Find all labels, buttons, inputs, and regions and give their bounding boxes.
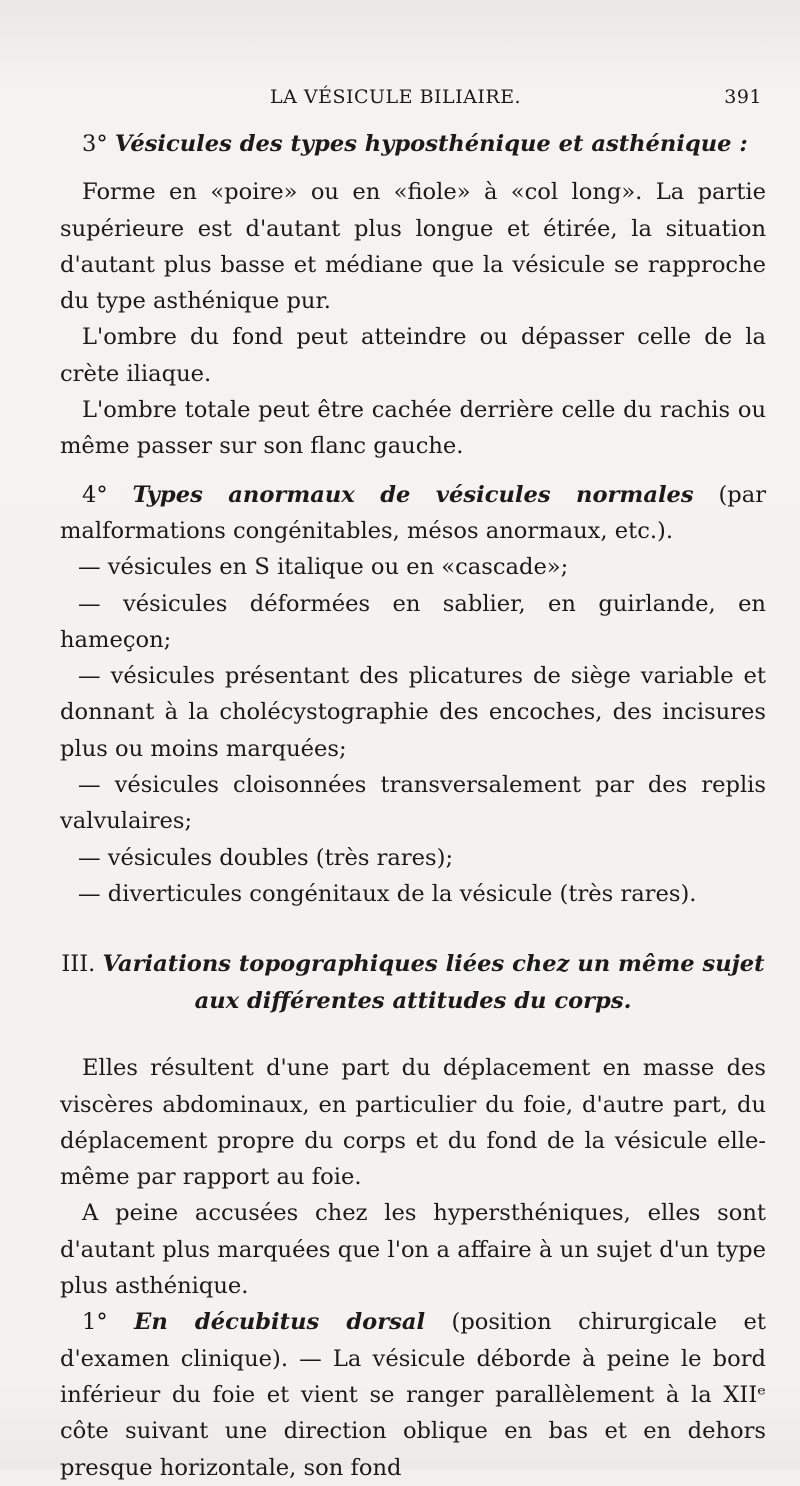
subsection-1-text: (position chirurgicale et d'examen clinique). — La vésicule déborde à peine le bord inférieur du foie et vient se ranger parallèlement à la XIIᵉ côte suivant une direction oblique en bas et en dehors presque horizontale, son fond [60, 1309, 767, 1481]
paragraph: L'ombre du fond peut atteindre ou dépasser celle de la crète iliaque. [60, 324, 766, 387]
section-4-heading [60, 477, 766, 550]
section-iii-title-line1: Variations topographiques liées chez un même sujet [102, 951, 765, 978]
section-3-number: 3° [82, 131, 108, 157]
section-4-title: Types anormaux de vésicules normales [132, 481, 694, 508]
list-item: — vésicules en S italique ou en «cascade»; [78, 554, 569, 581]
subsection-1-number: 1° [82, 1309, 108, 1336]
section-4-title-tail: (par malformations congénitables, mésos anormaux, etc.). [60, 481, 767, 544]
section-iii-number: III. [61, 951, 96, 978]
subsection-1-title: En décubitus dorsal [134, 1309, 426, 1336]
list-item: — vésicules déformées en sablier, en guirlande, en hameçon; [60, 590, 766, 653]
section-3-title: Vésicules des types hyposthénique et asthénique : [114, 131, 748, 157]
page-number: 391 [724, 86, 762, 108]
list-item: — vésicules cloisonnées transversalement par des replis valvulaires; [60, 772, 766, 835]
list-item: — vésicules doubles (très rares); [78, 844, 454, 871]
section-3-heading [60, 126, 766, 162]
list-item: — diverticules congénitaux de la vésicule (très rares). [78, 880, 697, 907]
paragraph: Forme en «poire» ou en «fiole» à «col long». La partie supérieure est d'autant plus longue et étirée, la situation d'autant plus basse et médiane que la vésicule se rapproche du type asthénique pur. [60, 179, 766, 315]
running-title: LA VÉSICULE BILIAIRE. [270, 86, 522, 108]
paragraph: A peine accusées chez les hypersthéniques, elles sont d'autant plus marquées que l'on a affaire à un sujet d'un type plus asthénique. [60, 1200, 766, 1300]
paragraph: Elles résultent d'une part du déplacement en masse des viscères abdominaux, en particulier du foie, d'autre part, du déplacement propre du corps et du fond de la vésicule elle-même par rapport au foie. [60, 1055, 766, 1191]
list-item: — vésicules présentant des plicatures de siège variable et donnant à la cholécystographie des encoches, des incisures plus ou moins marquées; [60, 663, 766, 762]
section-iii-title-line2: aux différentes attitudes du corps. [194, 988, 632, 1015]
body-text [60, 126, 766, 1486]
paragraph: L'ombre totale peut être cachée derrière celle du rachis ou même passer sur son flanc gauche. [60, 397, 766, 460]
page-header [60, 86, 766, 126]
section-iii-title [60, 946, 766, 1020]
subsection-1-paragraph [60, 1304, 766, 1485]
section-4-number: 4° [82, 481, 108, 508]
